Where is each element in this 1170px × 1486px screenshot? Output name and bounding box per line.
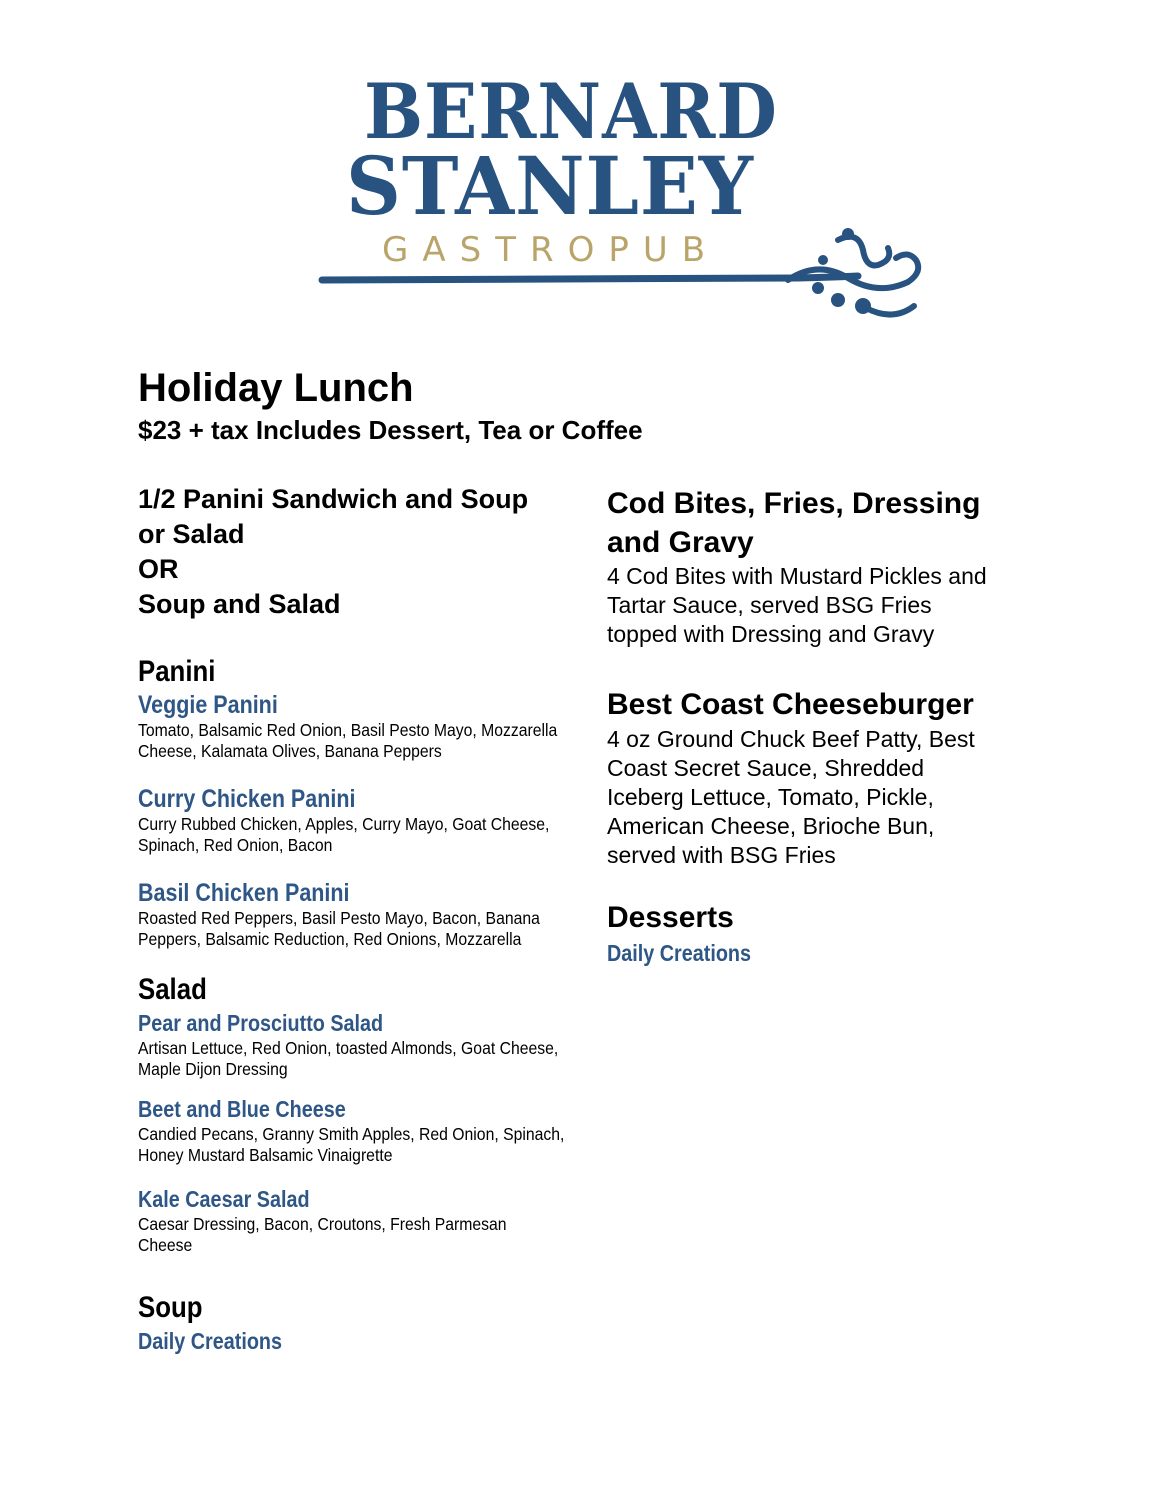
cod-desc-line: Tartar Sauce, served BSG Fries: [607, 592, 932, 618]
desc-line: Artisan Lettuce, Red Onion, toasted Almonds, Goat Cheese,: [138, 1038, 559, 1058]
desc-line: Tomato, Balsamic Red Onion, Basil Pesto Mayo, Mozzarella: [138, 720, 558, 740]
desc-line: Roasted Red Peppers, Basil Pesto Mayo, Bacon, Banana: [138, 908, 540, 928]
menu-item: [138, 1008, 578, 1080]
cod-desc-line: 4 Cod Bites with Mustard Pickles and: [607, 563, 987, 589]
soup-daily-creations: Daily Creations: [138, 1328, 283, 1354]
right-column: [607, 484, 1047, 968]
desc-line: Caesar Dressing, Bacon, Croutons, Fresh Parmesan: [138, 1214, 507, 1234]
menu-item: [138, 1094, 578, 1166]
menu-item-name: Basil Chicken Panini: [138, 879, 350, 907]
desc-line: Peppers, Balsamic Reduction, Red Onions, Mozzarella: [138, 929, 522, 949]
desc-line: Maple Dijon Dressing: [138, 1059, 288, 1079]
burger-section: [607, 685, 1047, 870]
menu-item: [138, 878, 578, 950]
menu-item-desc: [138, 814, 579, 856]
desc-line: Cheese: [138, 1235, 193, 1255]
desc-line: Curry Rubbed Chicken, Apples, Curry Mayo, Goat Cheese,: [138, 814, 550, 834]
menu-item: [138, 1184, 578, 1256]
menu-item-desc: [138, 1214, 579, 1256]
burger-desc-line: Coast Secret Sauce, Shredded: [607, 755, 925, 781]
menu-item: [138, 690, 578, 762]
restaurant-logo: [318, 67, 928, 330]
menu-item-name: Pear and Prosciutto Salad: [138, 1010, 384, 1036]
page-title: Holiday Lunch: [138, 366, 414, 410]
desserts-heading: Desserts: [607, 901, 734, 934]
menu-item: [138, 784, 578, 856]
salad-section: [138, 972, 578, 1256]
burger-desc-line: served with BSG Fries: [607, 842, 836, 868]
desc-line: Honey Mustard Balsamic Vinaigrette: [138, 1145, 393, 1165]
choice-line: OR: [138, 554, 179, 584]
choice-line: or Salad: [138, 519, 245, 549]
burger-desc-line: 4 oz Ground Chuck Beef Patty, Best: [607, 726, 975, 752]
menu-item-name: Beet and Blue Cheese: [138, 1096, 346, 1122]
menu-item-desc: [138, 1038, 579, 1080]
logo-line-1: BERNARD: [364, 67, 778, 156]
panini-section: [138, 654, 578, 950]
choice-line: Soup and Salad: [138, 589, 341, 619]
desc-line: Spinach, Red Onion, Bacon: [138, 835, 333, 855]
cod-heading: and Gravy: [607, 526, 754, 559]
logo-line-2: STANLEY: [346, 139, 754, 233]
desc-line: Cheese, Kalamata Olives, Banana Peppers: [138, 741, 442, 761]
burger-desc-line: American Cheese, Brioche Bun,: [607, 813, 935, 839]
menu-item-desc: [138, 720, 579, 762]
section-heading-panini: Panini: [138, 655, 216, 688]
choice-line: 1/2 Panini Sandwich and Soup: [138, 484, 529, 514]
menu-item-desc: [138, 1124, 579, 1166]
desserts-section: [607, 898, 1047, 968]
menu-item-name: Veggie Panini: [138, 691, 278, 719]
desserts-daily-creations: Daily Creations: [607, 940, 752, 966]
menu-item-desc: [138, 908, 579, 950]
logo-subtitle: GASTROPUB: [382, 230, 720, 270]
cod-section: [607, 484, 1047, 649]
section-heading-soup: Soup: [138, 1291, 203, 1324]
section-heading-salad: Salad: [138, 973, 207, 1006]
cod-desc-line: topped with Dressing and Gravy: [607, 621, 935, 647]
cod-heading: Cod Bites, Fries, Dressing: [607, 487, 981, 520]
logo-flourish-icon: [318, 220, 928, 330]
choice-block: [138, 482, 578, 622]
desc-line: Candied Pecans, Granny Smith Apples, Red Onion, Spinach,: [138, 1124, 565, 1144]
burger-desc-line: Iceberg Lettuce, Tomato, Pickle,: [607, 784, 934, 810]
price-subtitle: $23 + tax Includes Dessert, Tea or Coffee: [138, 415, 643, 445]
soup-section: [138, 1290, 578, 1356]
menu-item-name: Kale Caesar Salad: [138, 1186, 310, 1212]
burger-heading: Best Coast Cheeseburger: [607, 688, 974, 721]
left-column: [138, 482, 578, 1356]
menu-item-name: Curry Chicken Panini: [138, 785, 356, 813]
